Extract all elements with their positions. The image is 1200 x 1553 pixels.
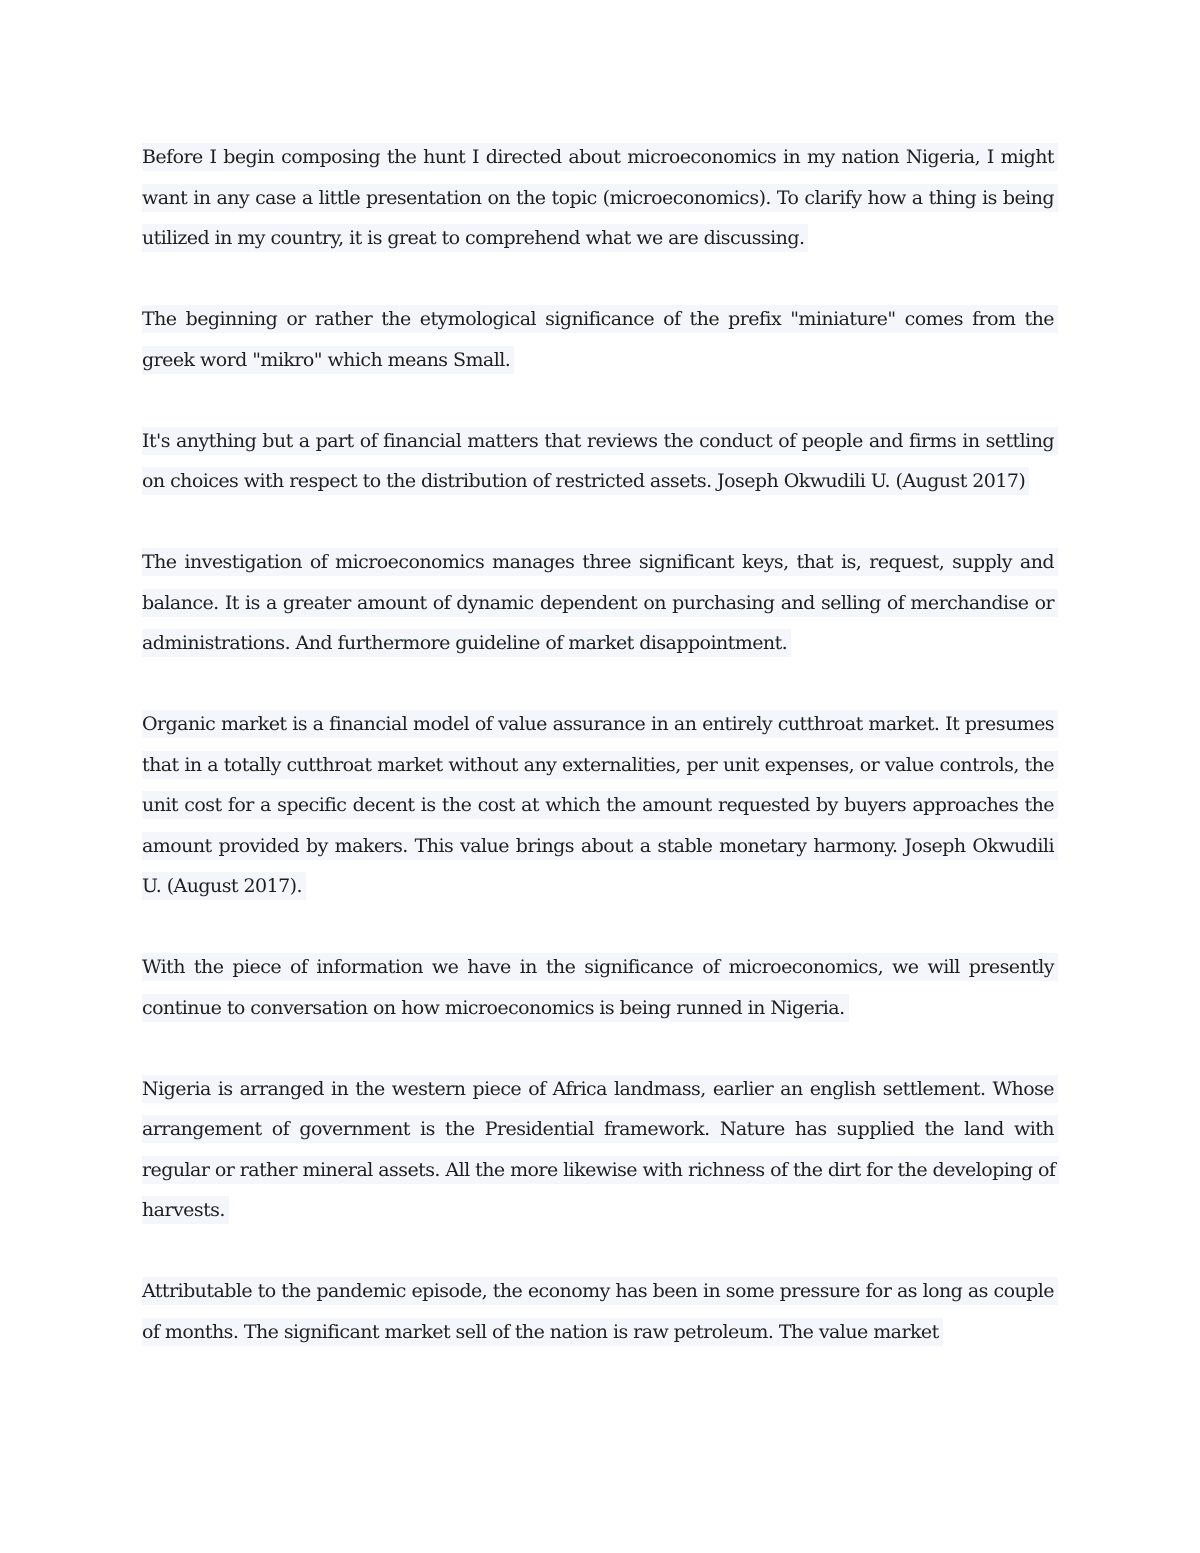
paragraph-pandemic-text: Attributable to the pandemic episode, the economy has been in some pressure for as long as couple of months. The significant market sell of the nation is raw petroleum. The value market	[142, 1277, 1058, 1346]
paragraph-keys	[142, 542, 1058, 664]
paragraph-keys-text: The investigation of microeconomics manages three significant keys, that is, request, supply and balance. It is a greater amount of dynamic dependent on purchasing and selling of merchandise or administrations. And furthermore guideline of market disappointment.	[142, 548, 1058, 657]
paragraph-pandemic	[142, 1271, 1058, 1352]
paragraph-definition-text: It's anything but a part of financial matters that reviews the conduct of people and firms in settling on choices with respect to the distribution of restricted assets. Joseph Okwudili U. (August 2017)	[142, 427, 1058, 496]
paragraph-etymology	[142, 299, 1058, 380]
document-body	[142, 137, 1058, 1393]
paragraph-nigeria	[142, 1069, 1058, 1231]
paragraph-etymology-text: The beginning or rather the etymological significance of the prefix "miniature" comes from the greek word "mikro" which means Small.	[142, 305, 1058, 374]
paragraph-market-model	[142, 704, 1058, 907]
paragraph-nigeria-text: Nigeria is arranged in the western piece of Africa landmass, earlier an english settlement. Whose arrangement of government is the Presidential framework. Nature has supplied the land with regular or rather mineral assets. All the more likewise with richness of the dirt for the developing of harvests.	[142, 1075, 1059, 1225]
paragraph-intro	[142, 137, 1058, 259]
paragraph-intro-text: Before I begin composing the hunt I directed about microeconomics in my nation Nigeria, I might want in any case a little presentation on the topic (microeconomics). To clarify how a thing is being utilized in my country, it is great to comprehend what we are discussing.	[142, 143, 1058, 252]
paragraph-transition	[142, 947, 1058, 1028]
paragraph-market-model-text: Organic market is a financial model of value assurance in an entirely cutthroat market. It presumes that in a totally cutthroat market without any externalities, per unit expenses, or value controls, the unit cost for a specific decent is the cost at which the amount requested by buyers approaches the amount provided by makers. This value brings about a stable monetary harmony. Joseph Okwudili U. (August 2017).	[142, 710, 1058, 900]
paragraph-transition-text: With the piece of information we have in the significance of microeconomics, we will presently continue to conversation on how microeconomics is being runned in Nigeria.	[142, 953, 1058, 1022]
paragraph-definition	[142, 421, 1058, 502]
